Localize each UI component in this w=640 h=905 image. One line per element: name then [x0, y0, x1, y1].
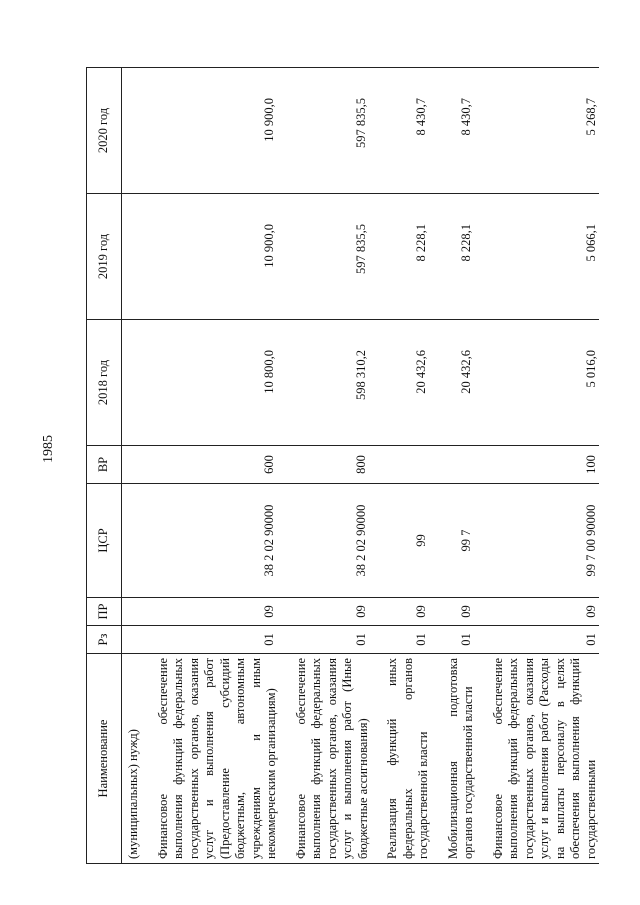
header-2018: 2018 год: [87, 320, 122, 446]
row-csr: [122, 484, 156, 598]
row-name: Финансовое обеспечение выполнения функций федеральных государственных органов, оказания услуг и выполнения работ (Предоставление субсидий бюджетным, автономным учреждениям и иным некоммерческим организациям): [156, 654, 294, 864]
row-csr: 38 2 02 90000: [294, 484, 386, 598]
row-2020: 8 430,7: [385, 68, 446, 194]
row-pr: 09: [385, 598, 446, 626]
row-vr: [446, 446, 491, 484]
row-pr: [122, 598, 156, 626]
row-2020: 597 835,5: [294, 68, 386, 194]
row-2018: [122, 320, 156, 446]
row-2018: 10 800,0: [156, 320, 294, 446]
row-2019: 8 228,1: [446, 194, 491, 320]
row-2018: 5 016,0: [491, 320, 600, 446]
row-rz: [122, 626, 156, 654]
row-2020: [122, 68, 156, 194]
table-row: [446, 68, 491, 864]
page-number: 1985: [41, 435, 56, 463]
header-2020: 2020 год: [87, 68, 122, 194]
row-pr: 09: [294, 598, 386, 626]
row-name: Финансовое обеспечение выполнения функций федеральных государственных органов, оказания услуг и выполнения работ (Расходы на выплаты персоналу в целях обеспечения выполнения функций государственными: [491, 654, 600, 864]
row-csr: 99: [385, 484, 446, 598]
table-row: [156, 68, 294, 864]
row-2019: [122, 194, 156, 320]
row-rz: 01: [385, 626, 446, 654]
row-2020: 10 900,0: [156, 68, 294, 194]
row-pr: 09: [491, 598, 600, 626]
row-rz: 01: [446, 626, 491, 654]
table-row: [491, 68, 600, 864]
row-2020: 5 268,7: [491, 68, 600, 194]
row-pr: 09: [156, 598, 294, 626]
row-name: Реализация функций иных федеральных органов государственной власти: [385, 654, 446, 864]
header-name: Наименование: [87, 654, 122, 864]
row-csr: 99 7: [446, 484, 491, 598]
row-2020: 8 430,7: [446, 68, 491, 194]
header-pr: ПР: [87, 598, 122, 626]
row-csr: 99 7 00 90000: [491, 484, 600, 598]
header-vr: ВР: [87, 446, 122, 484]
row-name: (муниципальных) нужд): [122, 654, 156, 864]
row-rz: 01: [491, 626, 600, 654]
row-rz: 01: [294, 626, 386, 654]
table-row: [294, 68, 386, 864]
row-vr: [385, 446, 446, 484]
row-2018: 20 432,6: [385, 320, 446, 446]
row-2018: 598 310,2: [294, 320, 386, 446]
row-vr: 800: [294, 446, 386, 484]
table-row: [385, 68, 446, 864]
row-vr: 600: [156, 446, 294, 484]
row-2019: 8 228,1: [385, 194, 446, 320]
rotated-page-content: [86, 68, 611, 864]
row-vr: 100: [491, 446, 600, 484]
budget-table: [86, 67, 599, 864]
row-2019: 5 066,1: [491, 194, 600, 320]
row-csr: 38 2 02 90000: [156, 484, 294, 598]
row-2019: 597 835,5: [294, 194, 386, 320]
row-pr: 09: [446, 598, 491, 626]
row-2019: 10 900,0: [156, 194, 294, 320]
header-rz: Рз: [87, 626, 122, 654]
header-csr: ЦСР: [87, 484, 122, 598]
row-rz: 01: [156, 626, 294, 654]
table-header-row: [87, 68, 122, 864]
row-vr: [122, 446, 156, 484]
header-2019: 2019 год: [87, 194, 122, 320]
row-name: Финансовое обеспечение выполнения функций федеральных государственных органов, оказания услуг и выполнения работ (Иные бюджетные ассигнования): [294, 654, 386, 864]
row-2018: 20 432,6: [446, 320, 491, 446]
table-row: [122, 68, 156, 864]
row-name: Мобилизационная подготовка органов государственной власти: [446, 654, 491, 864]
